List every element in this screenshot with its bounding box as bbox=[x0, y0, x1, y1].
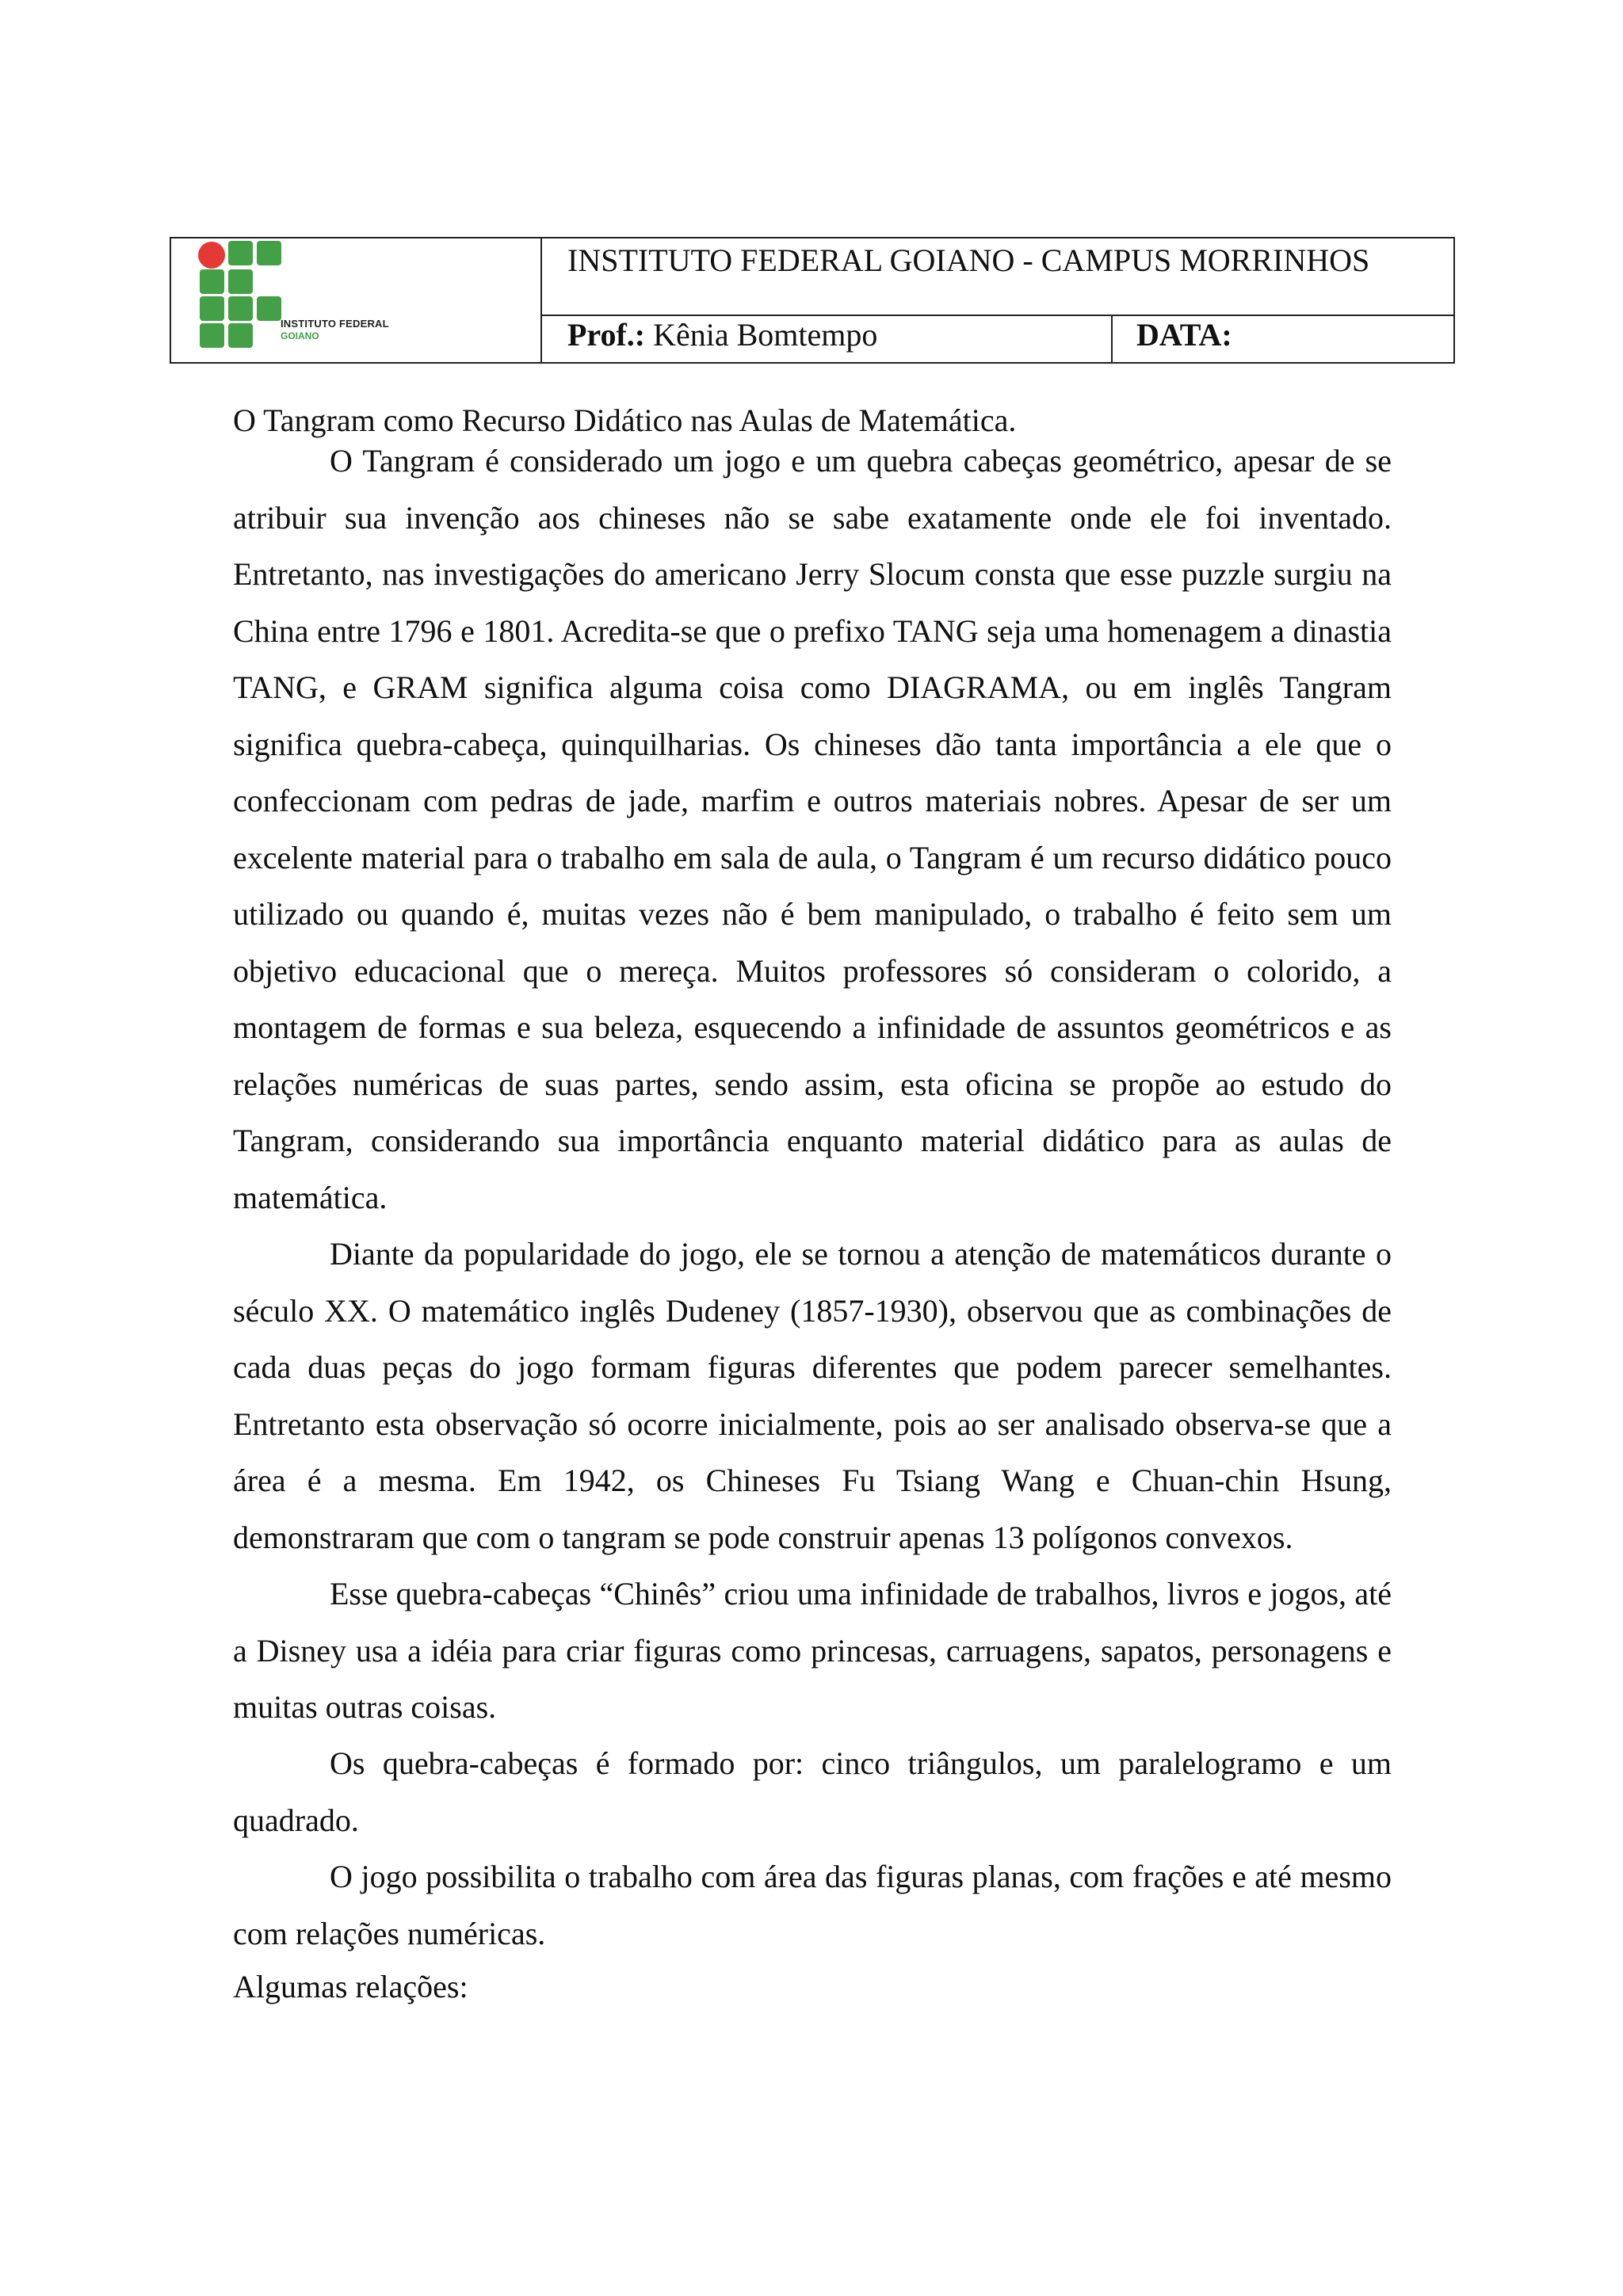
logo-square bbox=[228, 241, 253, 265]
paragraph-2: Diante da popularidade do jogo, ele se tornou a atenção de matemáticos durante o século XX. O matemático inglês Dudeney (1857-1930), observou que as combinações de cada duas peças do jogo formam figuras diferentes que podem parecer semelhantes. Entretanto esta observação só ocorre inicialmente, pois ao ser analisado observa-se que a área é a mesma. Em 1942, os Chineses Fu Tsiang Wang e Chuan-chin Hsung, demonstraram que com o tangram se pode construir apenas 13 polígonos convexos. bbox=[233, 1236, 1392, 1555]
logo-square bbox=[228, 296, 253, 321]
institution-name: INSTITUTO FEDERAL GOIANO - CAMPUS MORRINHOS bbox=[567, 242, 1370, 278]
paragraph-1: O Tangram é considerado um jogo e um quebra cabeças geométrico, apesar de se atribuir sua invenção aos chineses não se sabe exatamente onde ele foi inventado. Entretanto, nas investigações do americano Jerry Slocum consta que esse puzzle surgiu na China entre 1796 e 1801. Acredita-se que o prefixo TANG seja uma homenagem a dinastia TANG, e GRAM significa alguma coisa como DIAGRAMA, ou em inglês Tangram significa quebra-cabeça, quinquilharias. Os chineses dão tanta importância a ele que o confeccionam com pedras de jade, marfim e outros materiais nobres. Apesar de ser um excelente material para o trabalho em sala de aula, o Tangram é um recurso didático pouco utilizado ou quando é, muitas vezes não é bem manipulado, o trabalho é feito sem um objetivo educacional que o mereça. Muitos professores só consideram o colorido, a montagem de formas e sua beleza, esquecendo a infinidade de assuntos geométricos e as relações numéricas de suas partes, sendo assim, esta oficina se propõe ao estudo do Tangram, considerando sua importância enquanto material didático para as aulas de matemática. bbox=[233, 443, 1392, 1215]
header-table bbox=[170, 237, 1455, 364]
institution-logo bbox=[185, 238, 423, 349]
logo-text-goiano: GOIANO bbox=[281, 330, 319, 341]
date-cell bbox=[1111, 315, 1453, 362]
logo-square bbox=[257, 296, 281, 321]
paragraph-4: Os quebra-cabeças é formado por: cinco triângulos, um paralelogramo e um quadrado. bbox=[233, 1745, 1392, 1838]
document-title: O Tangram como Recurso Didático nas Aulas de Matemática. bbox=[233, 402, 1017, 438]
professor-line bbox=[567, 316, 877, 353]
logo-square bbox=[257, 241, 281, 265]
date-label: DATA: bbox=[1136, 317, 1232, 353]
closing-line: Algumas relações: bbox=[233, 1969, 468, 2004]
logo-square bbox=[200, 296, 224, 321]
logo-square bbox=[200, 323, 224, 348]
logo-cell bbox=[171, 238, 542, 362]
institution-cell bbox=[540, 238, 1453, 316]
logo-square bbox=[228, 323, 253, 348]
professor-name: Kênia Bomtempo bbox=[645, 317, 878, 353]
professor-cell bbox=[540, 315, 1113, 362]
logo-square bbox=[228, 269, 253, 294]
professor-label: Prof.: bbox=[567, 317, 646, 353]
logo-square bbox=[200, 269, 224, 294]
logo-red-dot bbox=[198, 242, 225, 269]
paragraph-3: Esse quebra-cabeças “Chinês” criou uma infinidade de trabalhos, livros e jogos, até a Disney usa a idéia para criar figuras como princesas, carruagens, sapatos, personagens e muitas outras coisas. bbox=[233, 1576, 1392, 1725]
paragraph-5: O jogo possibilita o trabalho com área das figuras planas, com frações e até mesmo com relações numéricas. bbox=[233, 1859, 1392, 1951]
logo-text-institute: INSTITUTO FEDERAL bbox=[281, 318, 389, 330]
